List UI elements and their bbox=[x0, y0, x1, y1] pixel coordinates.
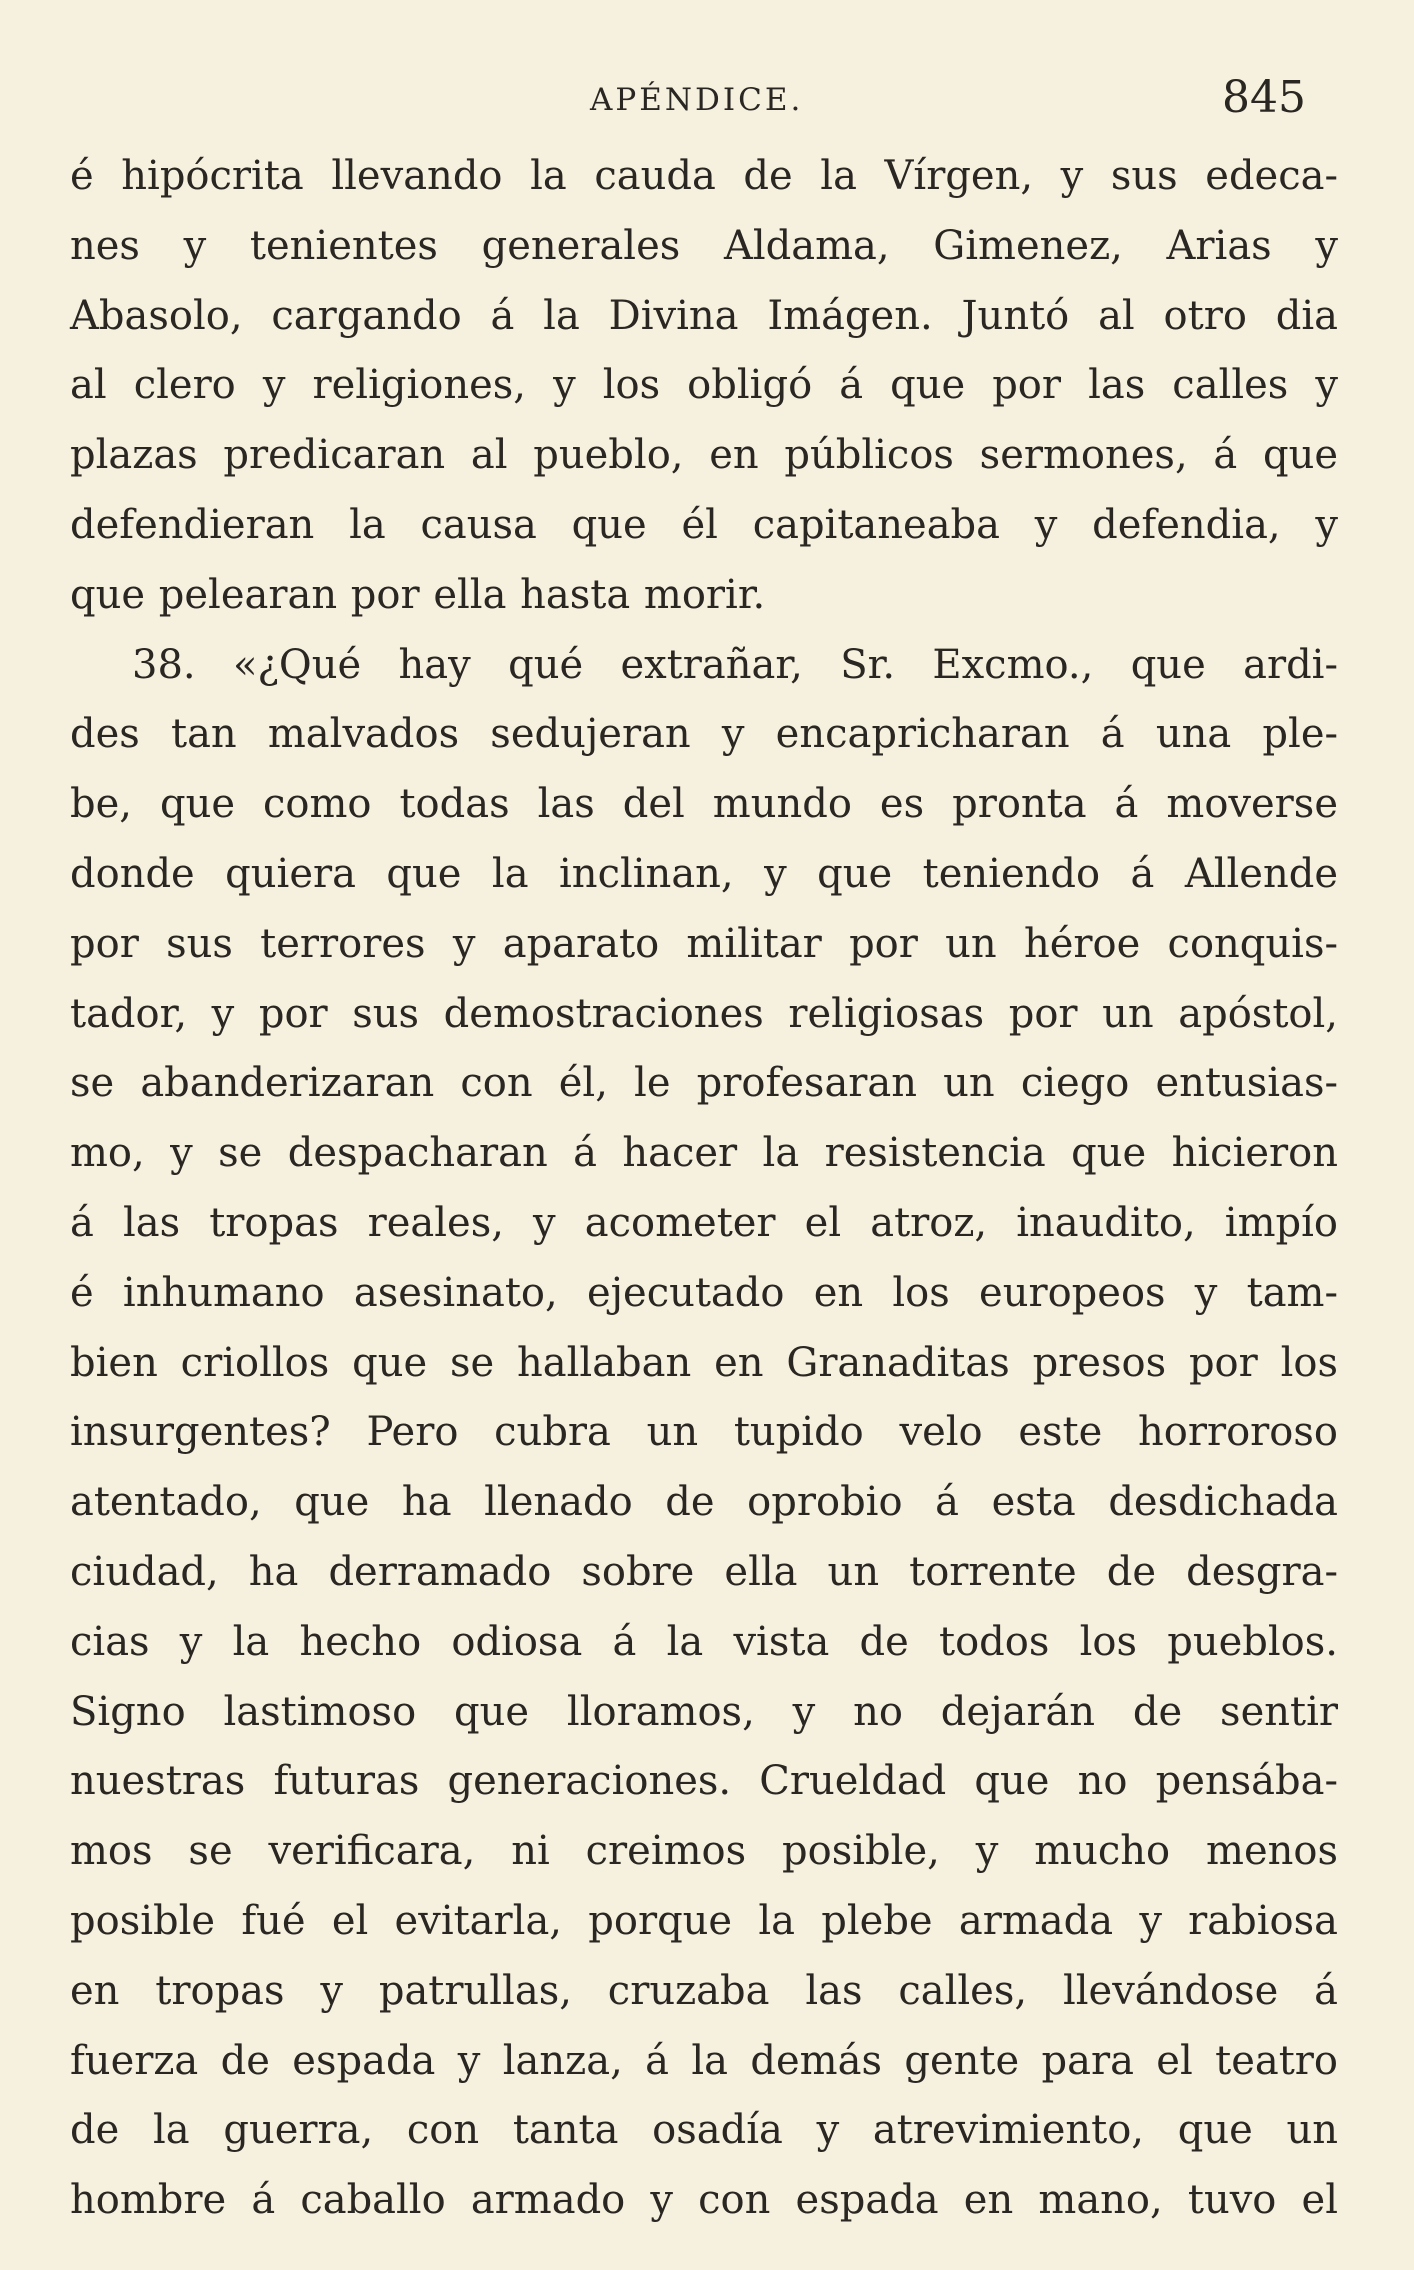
text-line: plazas predicaran al pueblo, en públicos sermones, á que bbox=[70, 432, 1338, 479]
text-line: Signo lastimoso que lloramos, y no dejarán de sentir bbox=[70, 1688, 1338, 1735]
text-line: mos se verificara, ni creimos posible, y mucho menos bbox=[70, 1828, 1338, 1875]
text-line: be, que como todas las del mundo es pronta á moverse bbox=[70, 781, 1338, 828]
text-line: tador, y por sus demostraciones religiosas por un apóstol, bbox=[70, 990, 1338, 1037]
text-line: é hipócrita llevando la cauda de la Vírgen, y sus edeca- bbox=[70, 153, 1338, 199]
page-number: 845 bbox=[1222, 72, 1306, 123]
paragraph-1 bbox=[70, 142, 1338, 631]
text-line: 38. «¿Qué hay qué extrañar, Sr. Excmo., que ardi- bbox=[132, 641, 1338, 688]
text-line: ciudad, ha derramado sobre ella un torrente de desgra- bbox=[70, 1548, 1338, 1595]
paragraph-2 bbox=[70, 631, 1338, 2236]
text-line: atentado, que ha llenado de oprobio á esta desdichada bbox=[70, 1479, 1338, 1526]
text-line: donde quiera que la inclinan, y que teniendo á Allende bbox=[70, 850, 1338, 897]
text-line: á las tropas reales, y acometer el atroz, inaudito, impío bbox=[70, 1199, 1338, 1246]
text-line: Abasolo, cargando á la Divina Imágen. Juntó al otro dia bbox=[70, 292, 1338, 339]
text-line: insurgentes? Pero cubra un tupido velo este horroroso bbox=[70, 1409, 1338, 1456]
running-head bbox=[0, 72, 1414, 132]
text-line: é inhumano asesinato, ejecutado en los europeos y tam- bbox=[70, 1269, 1338, 1316]
text-line: se abanderizaran con él, le profesaran un ciego entusias- bbox=[70, 1060, 1338, 1107]
text-line: posible fué el evitarla, porque la plebe armada y rabiosa bbox=[70, 1897, 1338, 1944]
text-line: bien criollos que se hallaban en Granaditas presos por los bbox=[70, 1339, 1338, 1386]
text-line: cias y la hecho odiosa á la vista de todos los pueblos. bbox=[70, 1618, 1338, 1665]
text-line: hombre á caballo armado y con espada en mano, tuvo el bbox=[70, 2177, 1338, 2224]
text-line: que pelearan por ella hasta morir. bbox=[70, 571, 766, 618]
text-line: nes y tenientes generales Aldama, Gimenez, Arias y bbox=[70, 222, 1338, 269]
text-line: mo, y se despacharan á hacer la resistencia que hicieron bbox=[70, 1130, 1338, 1177]
text-line: en tropas y patrullas, cruzaba las calles, llevándose á bbox=[70, 1967, 1338, 2014]
text-line: des tan malvados sedujeran y encapricharan á una ple- bbox=[70, 711, 1338, 758]
body-text bbox=[70, 142, 1338, 2236]
text-line: fuerza de espada y lanza, á la demás gente para el teatro bbox=[70, 2037, 1338, 2084]
text-line: por sus terrores y aparato militar por un héroe conquis- bbox=[70, 920, 1338, 967]
running-title: APÉNDICE. bbox=[590, 82, 804, 118]
text-line: de la guerra, con tanta osadía y atrevimiento, que un bbox=[70, 2107, 1338, 2154]
text-line: defendieran la causa que él capitaneaba y defendia, y bbox=[70, 501, 1338, 548]
text-line: al clero y religiones, y los obligó á que por las calles y bbox=[70, 362, 1338, 409]
text-line: nuestras futuras generaciones. Crueldad que no pensába- bbox=[70, 1758, 1338, 1805]
